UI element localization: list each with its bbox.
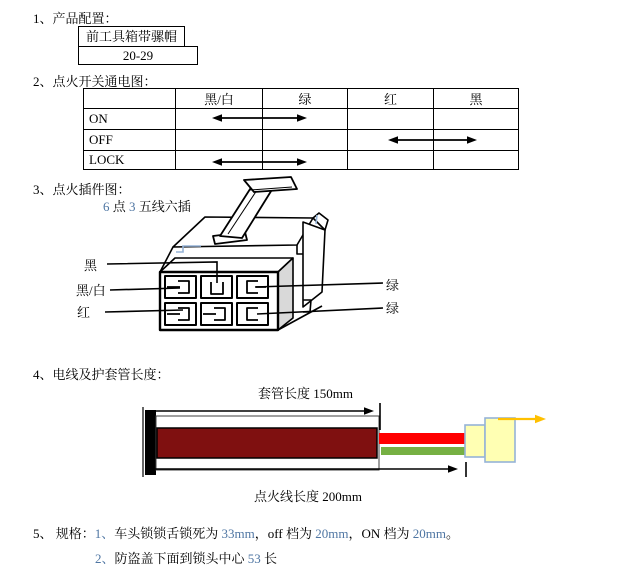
section3-note: 6 点 3 五线六插 (103, 199, 191, 214)
header-black: 黑 (434, 89, 519, 109)
connector-drawing (70, 172, 420, 362)
section1-title: 1、产品配置： (33, 11, 118, 26)
table-header-row (84, 89, 519, 109)
spec-prefix: 5、 规格： (33, 526, 95, 541)
section4-title: 4、电线及护套管长度： (33, 367, 170, 382)
end-cap (145, 410, 156, 475)
row-label-lock: LOCK (84, 151, 176, 170)
pin-label-green-top: 绿 (386, 278, 400, 293)
header-green: 绿 (263, 89, 348, 109)
sheath-tube (157, 428, 377, 458)
config-table-row2: 20-29 (78, 46, 198, 65)
double-arrow-on-icon (211, 112, 308, 124)
sheath-length-label: 套管长度 150mm (258, 386, 353, 401)
wire-length-label: 点火线长度 200mm (254, 489, 362, 504)
wire-length-diagram (135, 400, 560, 485)
section2-title: 2、点火开关通电图： (33, 74, 157, 89)
pin-label-red: 红 (77, 305, 91, 320)
plug-body (160, 258, 293, 330)
double-arrow-off-icon (387, 134, 478, 146)
spec-line-1: 5、 规格：1、车头锁锁舌锁死为 33mm，off 档为 20mm，ON 档为 20mm。 (33, 526, 459, 541)
wire-red (379, 433, 467, 444)
header-black-white: 黑/白 (176, 89, 263, 109)
wire-green (381, 447, 465, 455)
terminal-block-small (465, 425, 485, 457)
double-arrow-lock-icon (211, 156, 308, 168)
pin-label-black-white: 黑/白 (76, 283, 106, 298)
row-label-on: ON (84, 109, 176, 130)
header-empty (84, 89, 176, 109)
row-label-off: OFF (84, 130, 176, 151)
note-number-3: 3 (129, 199, 136, 214)
header-red: 红 (348, 89, 434, 109)
spec-line-2: 2、防盗盖下面到锁头中心 53 长 (95, 551, 278, 566)
pin-label-green-bottom: 绿 (386, 301, 400, 316)
section3-title: 3、点火插件图： (33, 182, 131, 197)
pin-label-black: 黑 (84, 258, 98, 273)
terminal-block-large (485, 418, 515, 462)
note-number-6: 6 (103, 199, 110, 214)
config-table-row1: 前工具箱带骡帽 (78, 26, 185, 47)
